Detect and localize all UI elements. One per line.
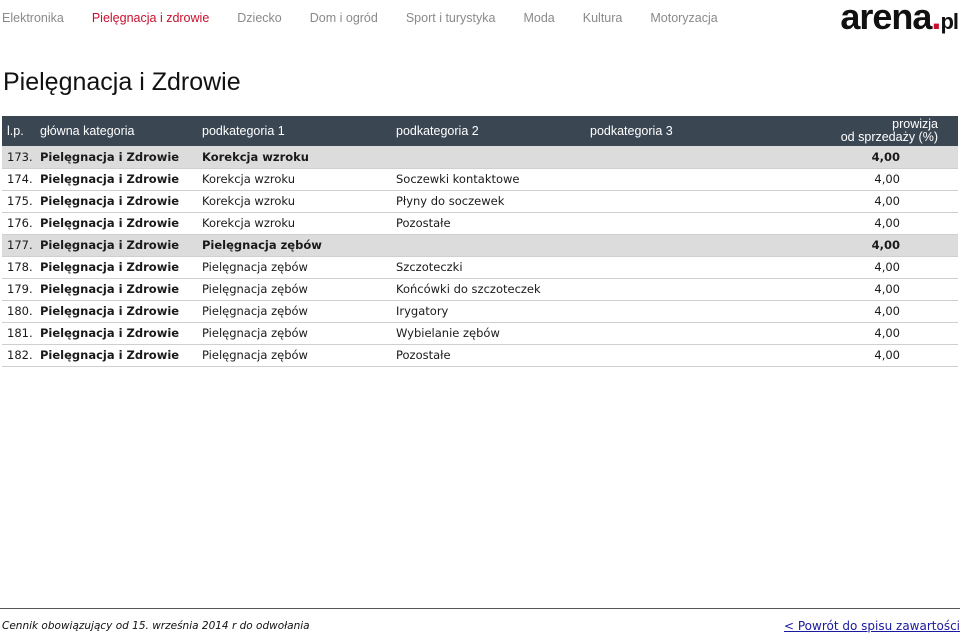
cell-lp: 173. — [2, 146, 40, 168]
cell-lp: 176. — [2, 212, 40, 234]
cell-lp: 179. — [2, 278, 40, 300]
table-row — [2, 234, 958, 256]
cell-main-category: Pielęgnacja i Zdrowie — [40, 344, 202, 366]
top-navigation — [0, 0, 960, 38]
cell-commission: 4,00 — [750, 344, 958, 366]
validity-note: Cennik obowiązujący od 15. września 2014 r do odwołania — [2, 620, 310, 632]
cell-lp: 181. — [2, 322, 40, 344]
nav-item[interactable]: Pielęgnacja i zdrowie — [91, 11, 210, 25]
cell-subcategory-1: Pielęgnacja zębów — [202, 322, 396, 344]
nav-item[interactable]: Motoryzacja — [650, 11, 718, 25]
table-row — [2, 146, 958, 168]
nav-item[interactable]: Kultura — [582, 11, 623, 25]
nav-item[interactable]: Elektronika — [2, 11, 64, 25]
category-menu — [2, 11, 746, 25]
table-row — [2, 212, 958, 234]
cell-commission: 4,00 — [750, 168, 958, 190]
logo-text: arena — [840, 0, 932, 37]
cell-subcategory-2: Płyny do soczewek — [396, 190, 590, 212]
header-commission — [750, 116, 958, 146]
cell-commission: 4,00 — [750, 234, 958, 256]
cell-lp: 182. — [2, 344, 40, 366]
cell-subcategory-3 — [590, 278, 750, 300]
cell-commission: 4,00 — [750, 278, 958, 300]
header-commission-line1: prowizja — [892, 117, 938, 131]
cell-lp: 175. — [2, 190, 40, 212]
header-subcategory-1: podkategoria 1 — [202, 116, 396, 146]
cell-commission: 4,00 — [750, 256, 958, 278]
header-lp: l.p. — [2, 116, 40, 146]
cell-subcategory-2 — [396, 146, 590, 168]
cell-subcategory-3 — [590, 190, 750, 212]
cell-main-category: Pielęgnacja i Zdrowie — [40, 168, 202, 190]
cell-subcategory-3 — [590, 234, 750, 256]
cell-lp: 180. — [2, 300, 40, 322]
table-row — [2, 190, 958, 212]
cell-subcategory-2 — [396, 234, 590, 256]
cell-subcategory-2: Soczewki kontaktowe — [396, 168, 590, 190]
logo-dot: . — [931, 0, 941, 37]
header-subcategory-2: podkategoria 2 — [396, 116, 590, 146]
cell-main-category: Pielęgnacja i Zdrowie — [40, 300, 202, 322]
cell-main-category: Pielęgnacja i Zdrowie — [40, 190, 202, 212]
footer — [0, 608, 960, 633]
nav-item[interactable]: Moda — [523, 11, 555, 25]
cell-subcategory-1: Korekcja wzroku — [202, 212, 396, 234]
cell-subcategory-2: Końcówki do szczoteczek — [396, 278, 590, 300]
cell-lp: 174. — [2, 168, 40, 190]
cell-commission: 4,00 — [750, 322, 958, 344]
cell-subcategory-3 — [590, 212, 750, 234]
logo-suffix: pl — [940, 9, 958, 34]
cell-subcategory-3 — [590, 344, 750, 366]
table-row — [2, 168, 958, 190]
page-title: Pielęgnacja i Zdrowie — [3, 68, 241, 96]
cell-subcategory-2: Pozostałe — [396, 212, 590, 234]
cell-subcategory-3 — [590, 322, 750, 344]
header-commission-line2: od sprzedaży (%) — [840, 130, 938, 144]
table-row — [2, 344, 958, 366]
header-main-category: główna kategoria — [40, 116, 202, 146]
table-row — [2, 322, 958, 344]
table-row — [2, 278, 958, 300]
cell-subcategory-3 — [590, 168, 750, 190]
cell-subcategory-1: Pielęgnacja zębów — [202, 278, 396, 300]
cell-main-category: Pielęgnacja i Zdrowie — [40, 322, 202, 344]
cell-subcategory-1: Pielęgnacja zębów — [202, 256, 396, 278]
cell-main-category: Pielęgnacja i Zdrowie — [40, 256, 202, 278]
cell-subcategory-1: Korekcja wzroku — [202, 190, 396, 212]
cell-commission: 4,00 — [750, 300, 958, 322]
cell-main-category: Pielęgnacja i Zdrowie — [40, 146, 202, 168]
cell-subcategory-2: Pozostałe — [396, 344, 590, 366]
nav-item[interactable]: Dziecko — [237, 11, 282, 25]
cell-subcategory-1: Korekcja wzroku — [202, 168, 396, 190]
cell-main-category: Pielęgnacja i Zdrowie — [40, 212, 202, 234]
cell-subcategory-3 — [590, 300, 750, 322]
table-row — [2, 256, 958, 278]
table-row — [2, 300, 958, 322]
cell-subcategory-2: Irygatory — [396, 300, 590, 322]
nav-item[interactable]: Sport i turystyka — [405, 11, 496, 25]
cell-subcategory-1: Pielęgnacja zębów — [202, 344, 396, 366]
arena-logo[interactable] — [840, 0, 958, 38]
cell-commission: 4,00 — [750, 146, 958, 168]
nav-item[interactable]: Dom i ogród — [309, 11, 378, 25]
cell-lp: 177. — [2, 234, 40, 256]
cell-subcategory-1: Korekcja wzroku — [202, 146, 396, 168]
cell-commission: 4,00 — [750, 190, 958, 212]
cell-main-category: Pielęgnacja i Zdrowie — [40, 278, 202, 300]
cell-main-category: Pielęgnacja i Zdrowie — [40, 234, 202, 256]
cell-commission: 4,00 — [750, 212, 958, 234]
cell-subcategory-1: Pielęgnacja zębów — [202, 300, 396, 322]
back-to-contents-link[interactable]: < Powrót do spisu zawartości — [784, 619, 960, 633]
cell-lp: 178. — [2, 256, 40, 278]
commission-table — [2, 116, 958, 367]
cell-subcategory-1: Pielęgnacja zębów — [202, 234, 396, 256]
table-header-row — [2, 116, 958, 146]
cell-subcategory-2: Szczoteczki — [396, 256, 590, 278]
cell-subcategory-2: Wybielanie zębów — [396, 322, 590, 344]
cell-subcategory-3 — [590, 146, 750, 168]
header-subcategory-3: podkategoria 3 — [590, 116, 750, 146]
cell-subcategory-3 — [590, 256, 750, 278]
